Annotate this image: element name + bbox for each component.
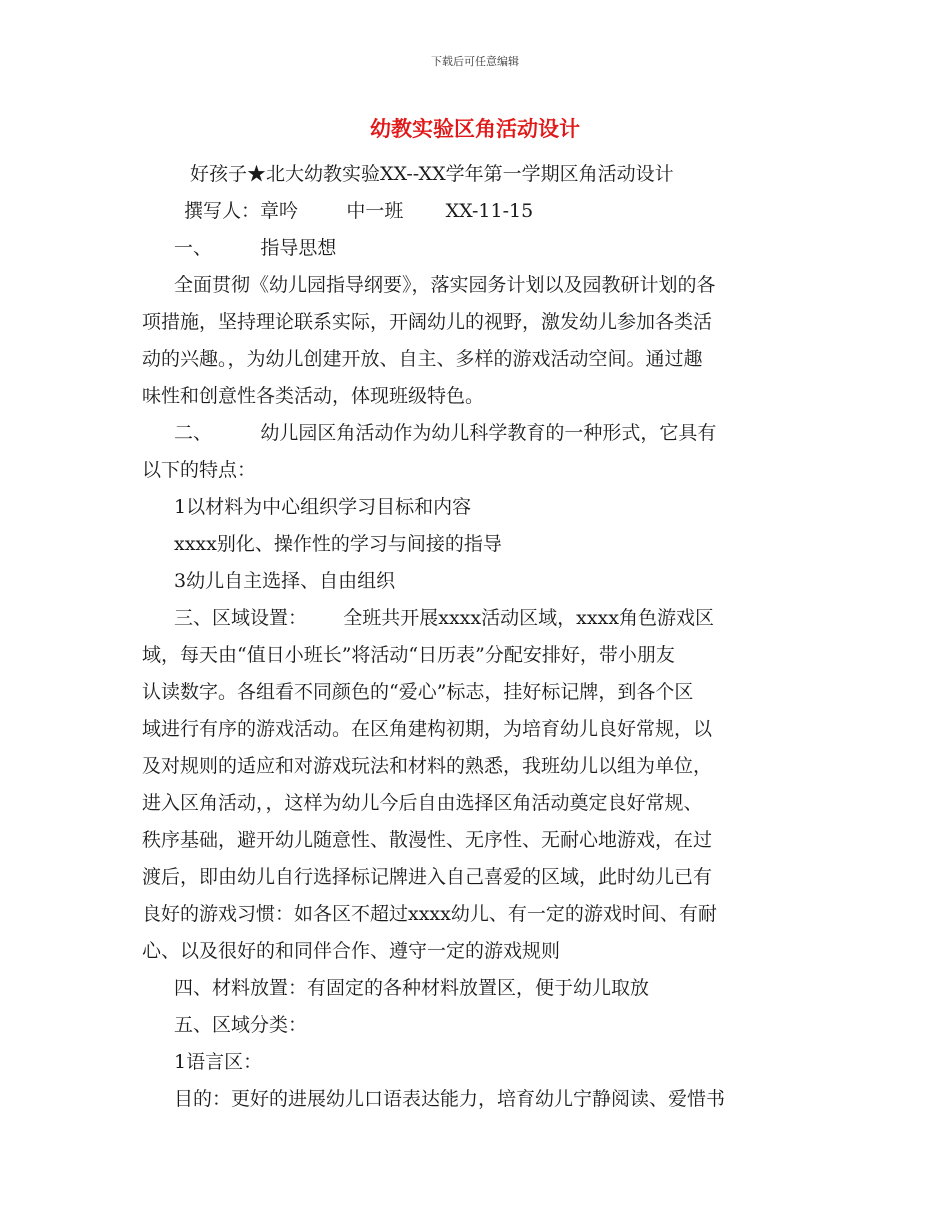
list-item: xxxx别化、操作性的学习与间接的指导 xyxy=(174,533,502,555)
page-header: 下载后可任意编辑 xyxy=(431,55,519,68)
subtitle-line: 好孩子★北大幼教实验XX--XX学年第一学期区角活动设计 xyxy=(190,163,674,185)
paragraph-line: 认读数字。各组看不同颜色的“爱心”标志，挂好标记牌，到各个区 xyxy=(142,681,694,703)
paragraph-line: 及对规则的适应和对游戏玩法和材料的熟悉，我班幼儿以组为单位， xyxy=(142,755,713,777)
section-heading-2: 二、 幼儿园区角活动作为幼儿科学教育的一种形式，它具有 xyxy=(174,422,717,444)
paragraph-line: 秩序基础，避开幼儿随意性、散漫性、无序性、无耐心地游戏，在过 xyxy=(142,829,713,851)
author-line: 撰写人：章吟 中一班 XX-11-15 xyxy=(184,200,534,222)
paragraph-line: 动的兴趣。，为幼儿创建开放、自主、多样的游戏活动空间。通过趣 xyxy=(142,348,703,370)
paragraph-line: 以下的特点： xyxy=(142,459,257,481)
section-heading-5: 五、区域分类： xyxy=(174,1014,308,1036)
paragraph-line: 味性和创意性各类活动，体现班级特色。 xyxy=(142,385,485,407)
paragraph-line: 良好的游戏习惯：如各区不超过xxxx幼儿、有一定的游戏时间、有耐 xyxy=(142,903,717,925)
paragraph-line: 目的：更好的进展幼儿口语表达能力，培育幼儿宁静阅读、爱惜书 xyxy=(174,1088,726,1110)
document-body xyxy=(142,156,807,1118)
section-heading-4: 四、材料放置：有固定的各种材料放置区，便于幼儿取放 xyxy=(174,977,650,999)
paragraph-line: 进入区角活动，，这样为幼儿今后自由选择区角活动奠定良好常规、 xyxy=(142,792,703,814)
paragraph-line: 域进行有序的游戏活动。在区角建构初期，为培育幼儿良好常规，以 xyxy=(142,718,713,740)
list-item: 1语言区： xyxy=(174,1051,263,1073)
paragraph-line: 域，每天由“值日小班长”将活动“日历表”分配安排好，带小朋友 xyxy=(142,644,675,666)
paragraph-line: 项措施，坚持理论联系实际，开阔幼儿的视野，激发幼儿参加各类活 xyxy=(142,311,713,333)
list-item: 1以材料为中心组织学习目标和内容 xyxy=(174,496,472,518)
section-heading-1: 一、 指导思想 xyxy=(174,237,337,259)
paragraph-line: 全面贯彻《幼儿园指导纲要》，落实园务计划以及园教研计划的各 xyxy=(174,274,716,296)
paragraph-line: 心、以及很好的和同伴合作、遵守一定的游戏规则 xyxy=(142,940,561,962)
list-item: 3幼儿自主选择、自由组织 xyxy=(174,570,396,592)
paragraph-line: 渡后，即由幼儿自行选择标记牌进入自己喜爱的区域，此时幼儿已有 xyxy=(142,866,713,888)
document-title: 幼教实验区角活动设计 xyxy=(370,117,580,141)
section-heading-3: 三、区域设置： 全班共开展xxxx活动区域，xxxx角色游戏区 xyxy=(174,607,714,629)
